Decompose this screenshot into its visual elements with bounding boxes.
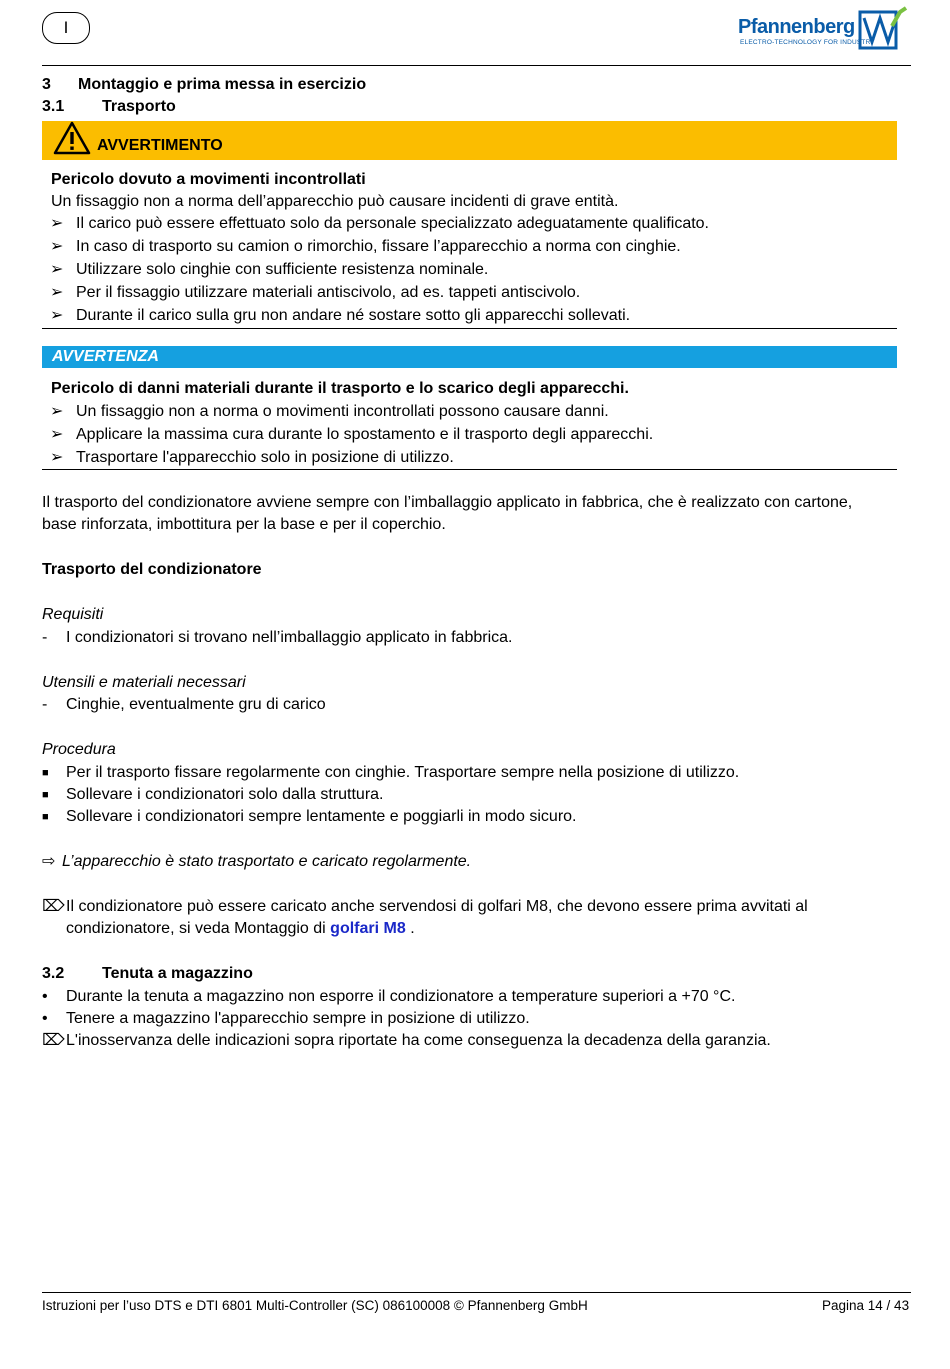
notice-divider xyxy=(42,469,897,470)
warning-item: Il carico può essere effettuato solo da personale specializzato adeguatamente qualificato. xyxy=(76,215,709,232)
note-line: Il condizionatore può essere caricato anche servendosi di golfari M8, che devono essere prima avvitati al xyxy=(66,898,808,915)
note-icon: ⌦ xyxy=(42,898,65,915)
dash-bullet: - xyxy=(42,696,48,713)
warning-triangle-icon xyxy=(53,121,91,155)
note-line: condizionatore, si veda Montaggio di golfari M8 . xyxy=(66,920,415,937)
header-rule xyxy=(42,65,911,66)
warning-item: Per il fissaggio utilizzare materiali antiscivolo, ad es. tappeti antiscivolo. xyxy=(76,284,581,301)
requisiti-label: Requisiti xyxy=(42,606,104,623)
utensili-item: Cinghie, eventualmente gru di carico xyxy=(66,696,326,713)
arrow-bullet-icon: ➢ xyxy=(50,449,64,466)
storage-item: Tenere a magazzino l'apparecchio sempre in posizione di utilizzo. xyxy=(66,1010,530,1027)
arrow-bullet-icon: ➢ xyxy=(50,215,64,232)
storage-item: Durante la tenuta a magazzino non esporre il condizionatore a temperature superiori a +70 °C. xyxy=(66,988,736,1005)
footer-rule xyxy=(42,1292,911,1293)
round-bullet: • xyxy=(42,988,48,1005)
body-paragraph-line: Il trasporto del condizionatore avviene sempre con l’imballaggio applicato in fabbrica, che è realizzato con cartone, xyxy=(42,494,853,511)
square-bullet-icon: ■ xyxy=(42,789,49,801)
square-bullet-icon: ■ xyxy=(42,811,49,823)
logo-tagline: ELECTRO-TECHNOLOGY FOR INDUSTRY xyxy=(740,39,875,46)
arrow-bullet-icon: ➢ xyxy=(50,307,64,324)
procedura-item: Sollevare i condizionatori solo dalla struttura. xyxy=(66,786,384,803)
procedura-item: Per il trasporto fissare regolarmente con cinghie. Trasportare sempre nella posizione di utilizzo. xyxy=(66,764,740,781)
notice-item: Trasportare l'apparecchio solo in posizione di utilizzo. xyxy=(76,449,454,466)
square-bullet-icon: ■ xyxy=(42,767,49,779)
arrow-bullet-icon: ➢ xyxy=(50,426,64,443)
notice-heading: Pericolo di danni materiali durante il trasporto e lo scarico degli apparecchi. xyxy=(51,380,629,397)
section-3-1-heading: 3.1 Trasporto xyxy=(42,98,176,115)
warning-banner xyxy=(42,121,897,160)
notice-banner xyxy=(42,346,897,368)
arrow-bullet-icon: ➢ xyxy=(50,238,64,255)
notice-item: Applicare la massima cura durante lo spostamento e il trasporto degli apparecchi. xyxy=(76,426,654,443)
body-paragraph-line: base rinforzata, imbottitura per la base e per il coperchio. xyxy=(42,516,446,533)
dash-bullet: - xyxy=(42,629,48,646)
warning-label: AVVERTIMENTO xyxy=(97,137,223,154)
arrow-bullet-icon: ➢ xyxy=(50,284,64,301)
result-text: L’apparecchio è stato trasportato e caricato regolarmente. xyxy=(62,853,472,870)
section-3-heading: 3 Montaggio e prima messa in esercizio xyxy=(42,76,367,93)
notice-label: AVVERTENZA xyxy=(52,348,159,365)
subheading-trasporto: Trasporto del condizionatore xyxy=(42,561,262,578)
procedura-label: Procedura xyxy=(42,741,116,758)
storage-note: L'inosservanza delle indicazioni sopra riportate ha come conseguenza la decadenza della garanzia. xyxy=(66,1032,771,1049)
pfannenberg-logo xyxy=(738,6,912,50)
arrow-bullet-icon: ➢ xyxy=(50,403,64,420)
utensili-label: Utensili e materiali necessari xyxy=(42,674,246,691)
logo-name: Pfannenberg xyxy=(738,16,855,38)
procedura-item: Sollevare i condizionatori sempre lentamente e poggiarli in modo sicuro. xyxy=(66,808,577,825)
logo-mark-icon xyxy=(858,6,910,50)
round-bullet: • xyxy=(42,1010,48,1027)
arrow-bullet-icon: ➢ xyxy=(50,261,64,278)
result-arrow-icon: ⇨ xyxy=(42,853,56,870)
notice-item: Un fissaggio non a norma o movimenti incontrollati possono causare danni. xyxy=(76,403,609,420)
warning-item: Utilizzare solo cinghie con sufficiente resistenza nominale. xyxy=(76,261,489,278)
warning-item: Durante il carico sulla gru non andare né sostare sotto gli apparecchi sollevati. xyxy=(76,307,631,324)
warning-item: In caso di trasporto su camion o rimorchio, fissare l’apparecchio a norma con cinghie. xyxy=(76,238,681,255)
footer-document-info: Istruzioni per l’uso DTS e DTI 6801 Multi-Controller (SC) 086100008 © Pfannenberg GmbH xyxy=(42,1298,588,1313)
golfari-m8-link[interactable]: golfari M8 xyxy=(330,920,406,937)
language-badge: I xyxy=(42,12,90,44)
section-3-2-heading: 3.2 Tenuta a magazzino xyxy=(42,965,253,982)
requisiti-item: I condizionatori si trovano nell’imballaggio applicato in fabbrica. xyxy=(66,629,513,646)
note-icon: ⌦ xyxy=(42,1032,65,1049)
warning-intro: Un fissaggio non a norma dell’apparecchio può causare incidenti di grave entità. xyxy=(51,193,619,210)
footer-page-number: Pagina 14 / 43 xyxy=(822,1298,910,1313)
warning-divider xyxy=(42,328,897,329)
warning-heading: Pericolo dovuto a movimenti incontrollati xyxy=(51,171,366,188)
